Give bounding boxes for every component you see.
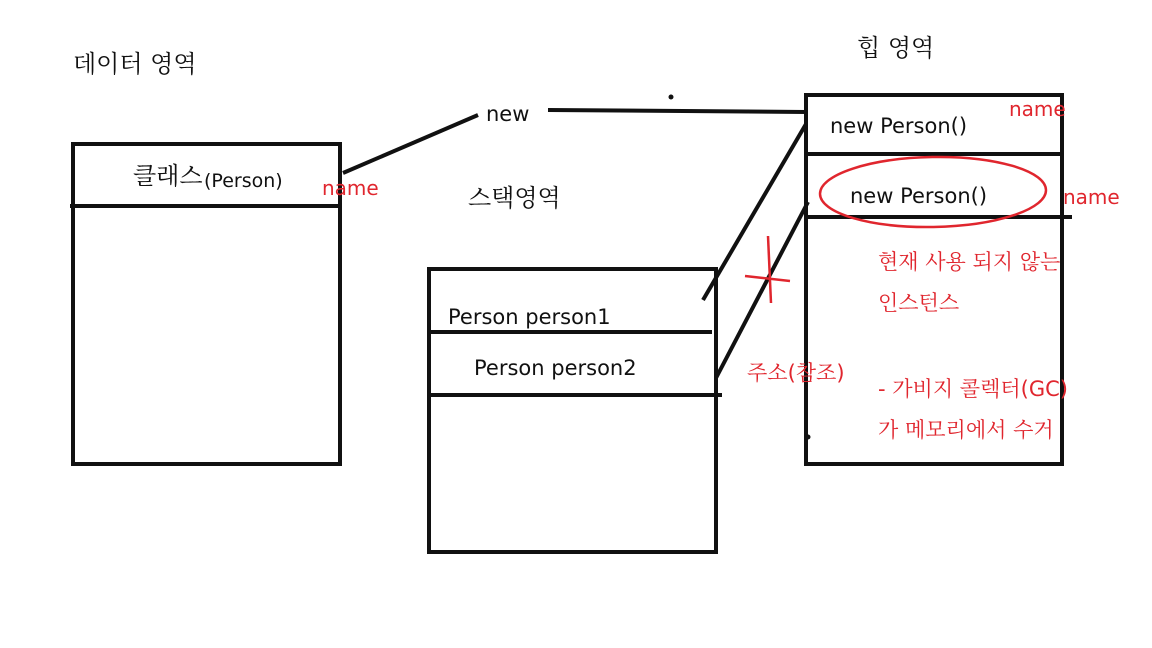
heap-instance-1: new Person() — [830, 114, 968, 138]
stack-area-title: 스택영역 — [468, 184, 561, 212]
person2-reference-line — [716, 202, 808, 378]
new-label: new — [486, 102, 530, 126]
gc-note-line1: - 가비지 콜렉터(GC) — [878, 377, 1068, 401]
gc-note-line2: 가 메모리에서 수거 — [878, 418, 1054, 442]
class-field-name: name — [322, 176, 379, 200]
heap-area-title: 힙 영역 — [857, 34, 935, 62]
heap-area-box — [806, 95, 1072, 464]
heap-instance-2: new Person() — [850, 184, 988, 208]
unused-instance-note-line1: 현재 사용 되지 않는 — [878, 250, 1061, 274]
class-name: (Person) — [204, 170, 283, 192]
unused-instance-note-line2: 인스턴스 — [878, 291, 960, 315]
heap-dot — [806, 435, 811, 440]
reference-note: 주소(참조) — [747, 361, 845, 385]
new-to-heap-line — [548, 110, 806, 112]
class-to-new-line — [343, 115, 478, 173]
person1-reference-line — [703, 124, 806, 300]
data-area-box — [70, 144, 342, 464]
heap-instance-1-field: name — [1009, 97, 1066, 121]
data-area-title: 데이터 영역 — [73, 50, 197, 78]
stray-dot — [669, 95, 674, 100]
stack-var-person1: Person person1 — [448, 305, 611, 329]
class-label: 클래스 — [133, 162, 203, 190]
stack-var-person2: Person person2 — [474, 356, 637, 380]
heap-instance-2-field: name — [1063, 185, 1120, 209]
